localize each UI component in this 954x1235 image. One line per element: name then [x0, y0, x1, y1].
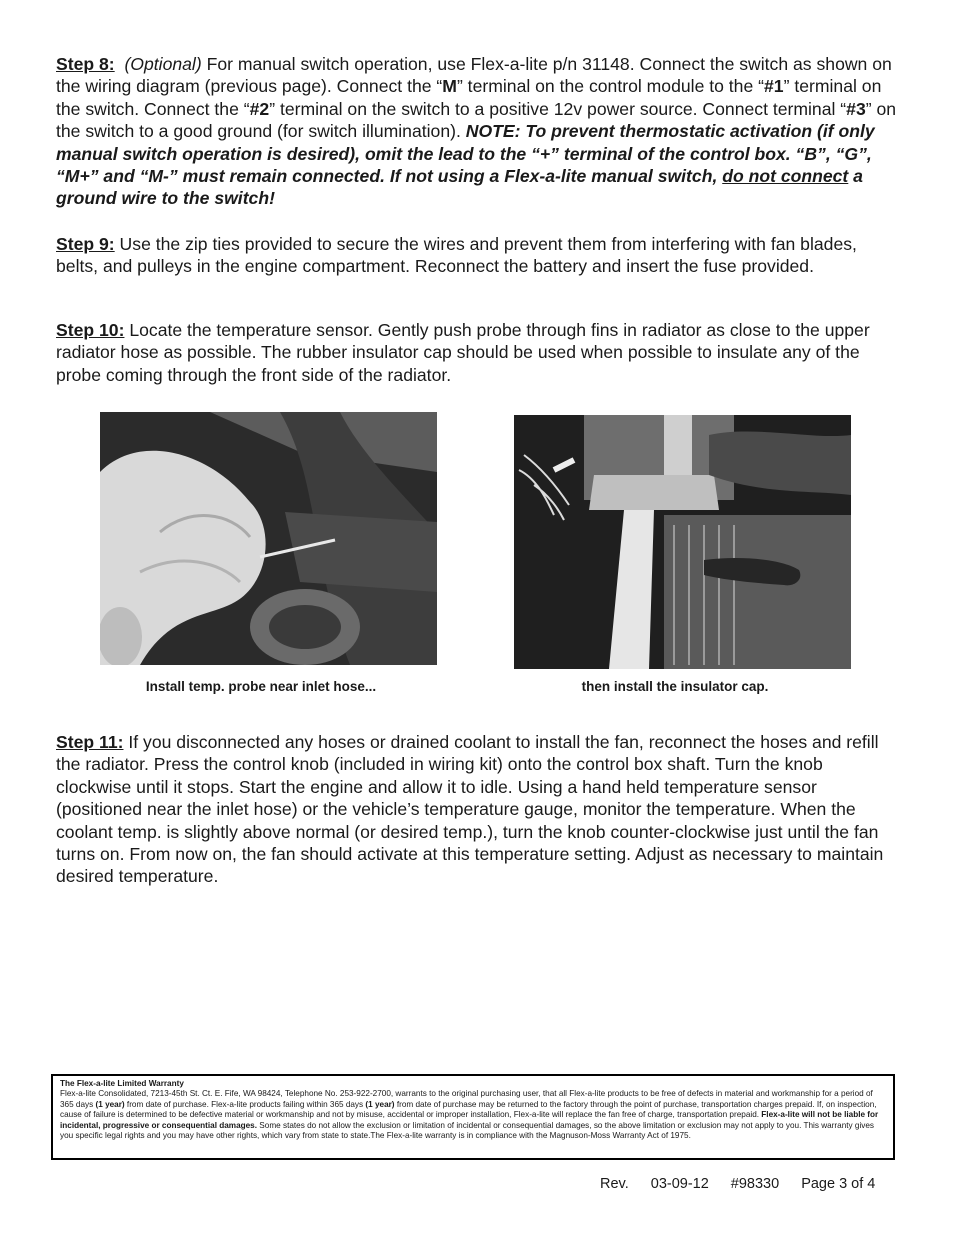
- step-8-label: Step 8:: [56, 54, 115, 74]
- step-10-label: Step 10:: [56, 320, 125, 340]
- step-8-optional: (Optional): [124, 54, 202, 74]
- footer-part-number: #98330: [730, 1176, 780, 1192]
- warranty-text: Flex-a-lite Consolidated, 7213-45th St. Ct. E. Fife, WA 98424, Telephone No. 253-922-2700, warrants to the original purchasing user, that all Flex-a-lite products to be free of defects in material and workmanship for a period of 365 days (1 year) from date of purchase. Flex-a-lite products failing within 365 days (1 year) from date of purchase may be returned to the factory through the point of purchase, transportation charges prepaid. If, on inspection, cause of failure is determined to be defective material or workmanship and not by misuse, accidental or improper installation, Flex-a-lite will replace the fan free of charge, transportation prepaid. Flex-a-lite will not be liable for incidental, progressive or consequential damages. Some states do not allow the exclusion or limitation of incidental or consequential damages, so the above limitation or exclusion may not apply to you. This warranty gives you specific legal rights and you may have other rights, which vary from state to state.The Flex-a-lite warranty is in compliance with the Magnuson-Moss Warranty Act of 1975.: [60, 1089, 879, 1141]
- step-9-label: Step 9:: [56, 234, 115, 254]
- step-11-paragraph: Step 11: If you disconnected any hoses or drained coolant to install the fan, reconnect the hoses and refill the radiator. Press the control knob (included in wiring kit) onto the control box shaft. Turn the knob clockwise until it stops. Start the engine and allow it to idle. Using a hand held temperature sensor (positioned near the inlet hose) or the vehicle’s temperature gauge, monitor the temperature. When the coolant temp. is slightly above normal (or desired temp.), turn the knob counter-clockwise just until the fan turns on. From now on, the fan should activate at this temperature setting. Adjust as necessary to maintain desired temperature.: [56, 732, 884, 887]
- step-10-paragraph: Step 10: Locate the temperature sensor. Gently push probe through fins in radiator as close to the upper radiator hose as possible. The rubber insulator cap should be used when possible to insulate any of the probe coming through the front side of the radiator.: [56, 320, 870, 385]
- footer-rev: Rev.: [600, 1176, 629, 1192]
- photo-insulator-cap: [514, 415, 851, 669]
- warranty-title: The Flex-a-lite Limited Warranty: [60, 1079, 184, 1088]
- photo-temp-probe: [100, 412, 437, 665]
- warranty-box: [51, 1074, 895, 1160]
- page-footer: [600, 1176, 875, 1192]
- footer-page-number: Page 3 of 4: [801, 1176, 876, 1192]
- step-8-note: NOTE: To prevent thermostatic activation (if only manual switch operation is desired), omit the lead to the “+” terminal of the control box. “B”, “G”, “M+” and “M-” must remain connected. If not using a Flex-a-lite manual switch,: [56, 121, 875, 187]
- step-9-paragraph: Step 9: Use the zip ties provided to secure the wires and prevent them from interfering with fan blades, belts, and pulleys in the engine compartment. Reconnect the battery and insert the fuse provided.: [56, 234, 857, 277]
- step-8-paragraph: Step 8: (Optional) For manual switch operation, use Flex-a-lite p/n 31148. Connect the switch as shown on the wiring diagram (previous page). Connect the “M” terminal on the control module to the “#1” terminal on the switch. Connect the “#2” terminal on the switch to a positive 12v power source. Connect terminal “#3” on the switch to a good ground (for switch illumination). NOTE: To prevent thermostatic activation (if only manual switch operation is desired), omit the lead to the “+” terminal of the control box. “B”, “G”, “M+” and “M-” must remain connected. If not using a Flex-a-lite manual switch, do not connect a ground wire to the switch!: [56, 54, 897, 209]
- step-8-note-underline: do not connect: [722, 166, 849, 187]
- photo-temp-probe-drawing: [100, 412, 437, 665]
- footer-date: 03-09-12: [650, 1176, 709, 1192]
- step-11-label: Step 11:: [56, 732, 124, 752]
- caption-right: then install the insulator cap.: [581, 679, 769, 694]
- photo-insulator-cap-drawing: [514, 415, 851, 669]
- caption-left: Install temp. probe near inlet hose...: [145, 679, 377, 694]
